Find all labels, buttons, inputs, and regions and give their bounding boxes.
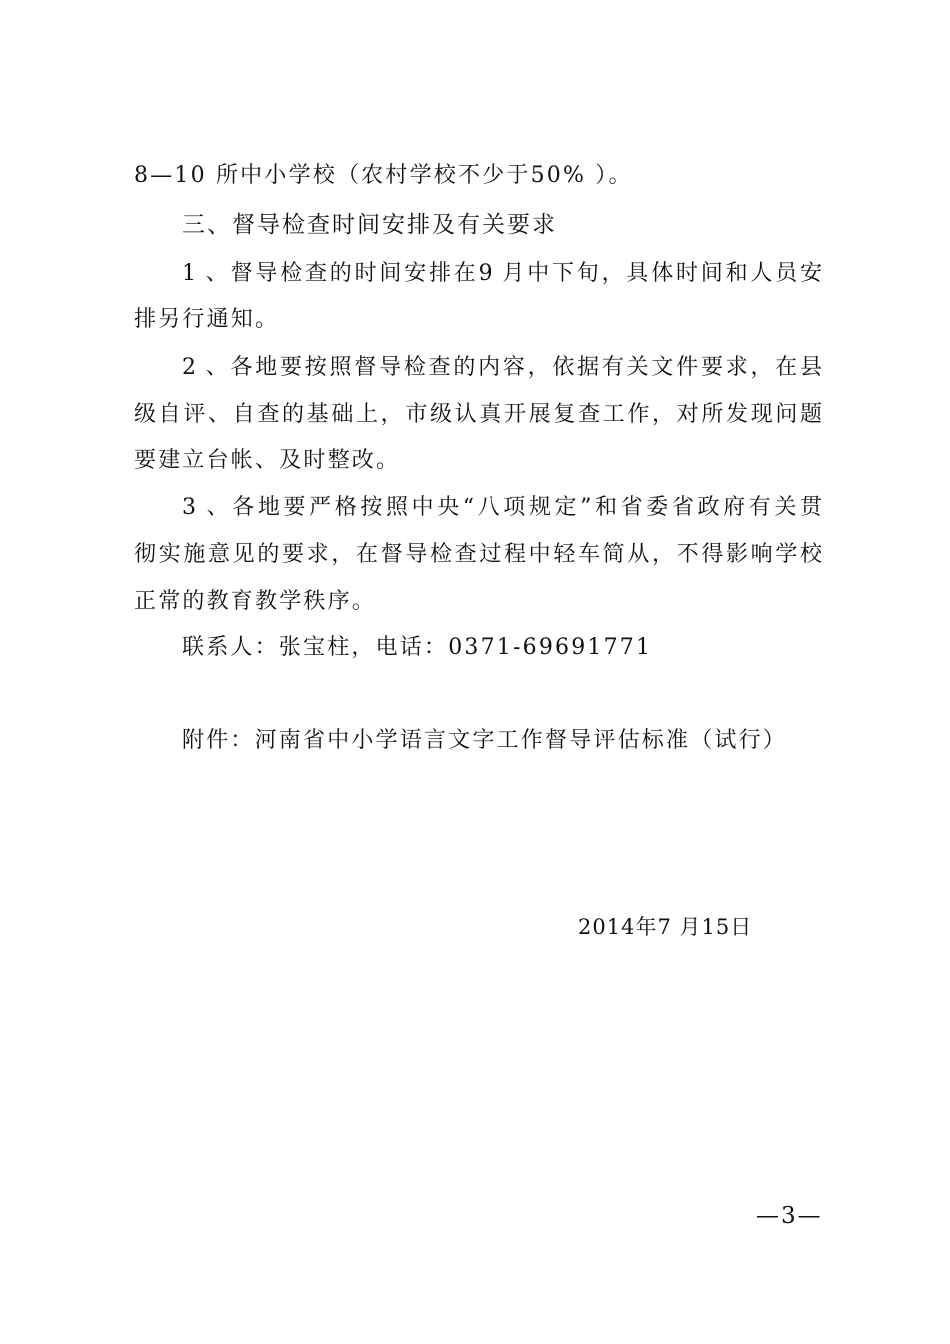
paragraph-line: 彻实施意见的要求，在督导检查过程中轻车简从，不得影响学校 bbox=[134, 542, 822, 567]
attachment-line: 附件：河南省中小学语言文字工作督导评估标准（试行） bbox=[182, 728, 788, 753]
paragraph-line: 8—10 所中小学校（农村学校不少于50% ）。 bbox=[134, 163, 633, 188]
section-heading: 三、督导检查时间安排及有关要求 bbox=[182, 212, 557, 238]
contact-line: 联系人：张宝柱，电话：0371-69691771 bbox=[182, 635, 653, 660]
paragraph-line: 级自评、自查的基础上，市级认真开展复查工作，对所发现问题 bbox=[134, 402, 822, 427]
document-date: 2014年7 月15日 bbox=[578, 915, 753, 939]
paragraph-line: 要建立台帐、及时整改。 bbox=[134, 448, 401, 473]
page-number: —3— bbox=[756, 1203, 823, 1229]
paragraph-line: 正常的教育教学秩序。 bbox=[134, 589, 377, 614]
paragraph-line: 3 、各地要严格按照中央“八项规定”和省委省政府有关贯 bbox=[182, 495, 822, 520]
paragraph-line: 排另行通知。 bbox=[134, 307, 280, 332]
paragraph-line: 1 、督导检查的时间安排在9 月中下旬，具体时间和人员安 bbox=[182, 261, 822, 286]
paragraph-line: 2 、各地要按照督导检查的内容，依据有关文件要求，在县 bbox=[182, 355, 822, 380]
